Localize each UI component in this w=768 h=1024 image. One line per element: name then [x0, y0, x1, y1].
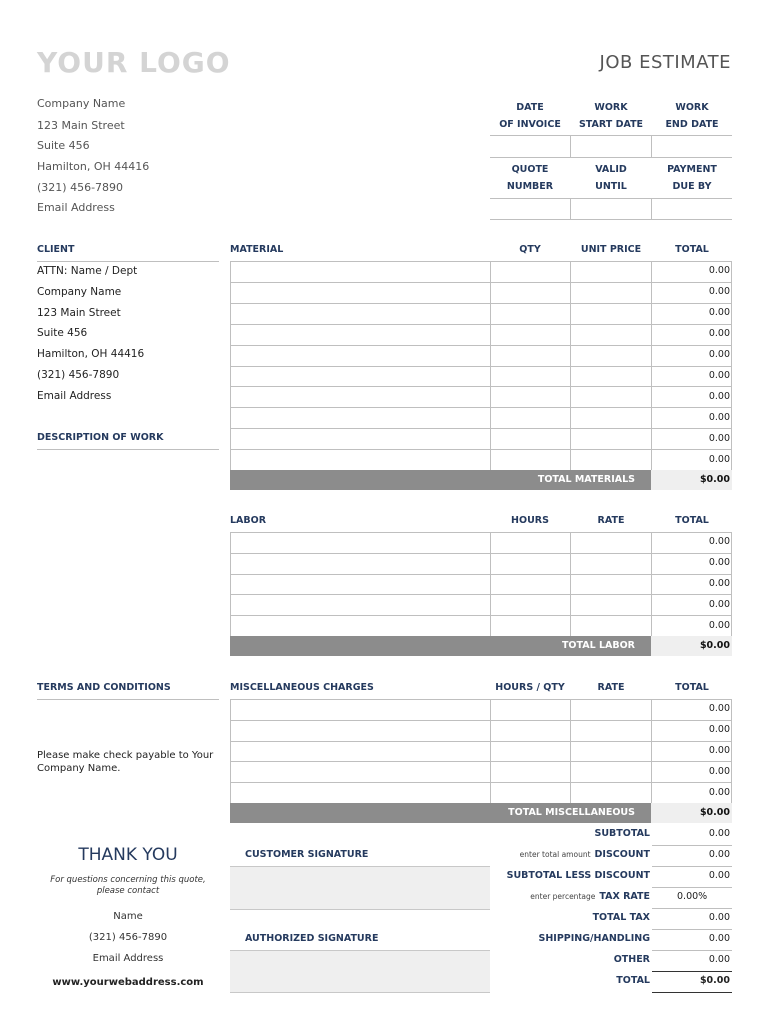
description-of-work-field[interactable]: [37, 452, 219, 672]
column-divider: [731, 261, 732, 470]
column-divider: [490, 532, 491, 636]
website-link[interactable]: www.yourwebaddress.com: [52, 977, 204, 988]
row-total-value: 0.00: [708, 557, 730, 569]
labor-total-header: TOTAL: [675, 515, 709, 526]
summary-hint: enter percentage: [530, 892, 596, 901]
company-street: 123 Main Street: [37, 119, 125, 132]
summary-hint: enter total amount: [519, 850, 591, 859]
row-total-value: 0.00: [708, 724, 730, 736]
summary-label-text: SUBTOTAL LESS DISCOUNT: [506, 870, 650, 881]
row-total-value: 0.00: [708, 578, 730, 589]
customer-signature-label: CUSTOMER SIGNATURE: [245, 849, 369, 860]
row-total-value: 0.00: [708, 619, 730, 631]
summary-value: 0.00: [708, 912, 730, 923]
quote-number-field[interactable]: [490, 199, 570, 219]
rate-header: RATE: [597, 515, 625, 526]
row-total-value: 0.00: [708, 390, 730, 402]
labor-header: LABOR: [230, 515, 267, 526]
contact-phone: (321) 456-7890: [88, 932, 168, 943]
valid-until-header: VALID UNTIL: [595, 164, 627, 192]
work-start-date-field[interactable]: [571, 136, 651, 157]
column-divider: [570, 261, 571, 470]
work-end-date-header: WORK END DATE: [665, 102, 719, 130]
contact-note: For questions concerning this quote, please contact: [50, 875, 206, 896]
row-total-value: 0.00: [708, 786, 730, 798]
row-total-value: 0.00: [708, 286, 730, 298]
client-attn: ATTN: Name / Dept: [37, 265, 138, 277]
summary-label-text: SUBTOTAL: [594, 828, 650, 839]
valid-until-field[interactable]: [571, 199, 651, 219]
column-divider: [651, 699, 652, 803]
row-total-value: 0.00: [708, 765, 730, 777]
row-total-value: 0.00: [708, 536, 730, 548]
column-divider: [230, 699, 231, 803]
row-total-value: 0.00: [708, 703, 730, 715]
grand-total-value: $0.00: [699, 975, 730, 986]
summary-label: [460, 849, 650, 860]
payment-due-header: PAYMENT DUE BY: [667, 164, 717, 192]
summary-label-text: OTHER: [613, 954, 650, 965]
misc-table: [230, 699, 732, 803]
qty-header: QTY: [519, 244, 541, 255]
misc-total-header: TOTAL: [675, 682, 709, 693]
terms-label: TERMS AND CONDITIONS: [37, 682, 171, 693]
row-total-value: 0.00: [708, 328, 730, 340]
company-phone: (321) 456-7890: [37, 181, 124, 194]
row-total-value: 0.00: [708, 453, 730, 465]
total-labor-value: $0.00: [651, 636, 732, 656]
summary-label: [460, 912, 650, 923]
authorized-signature-field[interactable]: [230, 950, 490, 993]
summary-divider: [652, 929, 732, 930]
row-total-value: 0.00: [708, 265, 730, 277]
unit-price-header: UNIT PRICE: [580, 244, 642, 255]
material-header: MATERIAL: [230, 244, 284, 255]
total-materials-value: $0.00: [651, 470, 732, 490]
terms-text: Please make check payable to Your Company Name.: [37, 750, 214, 774]
thank-you-heading: THANK YOU: [78, 845, 178, 865]
summary-value: 0.00: [708, 870, 730, 881]
materials-table: [230, 261, 732, 470]
summary-label-text: TOTAL: [616, 975, 650, 986]
summary-label: [460, 933, 650, 944]
column-divider: [570, 699, 571, 803]
summary-value: 0.00: [708, 828, 730, 839]
summary-value[interactable]: 0.00: [708, 849, 730, 860]
contact-name: Name: [113, 911, 143, 922]
client-street: 123 Main Street: [37, 307, 121, 319]
row-total-value: 0.00: [708, 411, 730, 423]
work-start-date-header: WORK START DATE: [578, 102, 644, 130]
summary-label-text: DISCOUNT: [594, 849, 650, 860]
customer-signature-field[interactable]: [230, 866, 490, 910]
summary-label-text: TOTAL TAX: [592, 912, 650, 923]
client-city: Hamilton, OH 44416: [37, 348, 145, 360]
payment-due-field[interactable]: [652, 199, 732, 219]
misc-rate-header: RATE: [597, 682, 625, 693]
summary-divider: [652, 908, 732, 909]
company-suite: Suite 456: [37, 139, 90, 152]
summary-label-text: TAX RATE: [599, 891, 650, 902]
summary-block: [460, 824, 732, 992]
row-total-value: 0.00: [708, 432, 730, 444]
company-email: Email Address: [37, 201, 115, 214]
hours-qty-header: HOURS / QTY: [495, 682, 565, 693]
misc-charges-header: MISCELLANEOUS CHARGES: [230, 682, 374, 693]
authorized-signature-label: AUTHORIZED SIGNATURE: [245, 933, 379, 944]
summary-value: 0.00: [708, 933, 730, 944]
description-of-work-label: DESCRIPTION OF WORK: [37, 432, 164, 443]
column-divider: [651, 532, 652, 636]
column-divider: [731, 532, 732, 636]
date-of-invoice-field[interactable]: [490, 136, 570, 157]
row-total-value: 0.00: [708, 598, 730, 610]
column-divider: [490, 261, 491, 470]
total-materials-label: TOTAL MATERIALS: [230, 470, 651, 490]
quote-number-header: QUOTE NUMBER: [506, 164, 554, 192]
column-divider: [731, 699, 732, 803]
document-title: JOB ESTIMATE: [599, 52, 731, 73]
row-total-value: 0.00: [708, 307, 730, 319]
labor-table: [230, 532, 732, 636]
company-city: Hamilton, OH 44416: [37, 160, 150, 173]
summary-label-text: SHIPPING/HANDLING: [538, 933, 650, 944]
contact-email: Email Address: [92, 953, 164, 964]
summary-value[interactable]: 0.00%: [677, 891, 708, 902]
total-misc-label: TOTAL MISCELLANEOUS: [230, 803, 651, 823]
column-divider: [651, 261, 652, 470]
company-name: Company Name: [37, 97, 126, 110]
summary-divider: [652, 992, 732, 993]
client-email: Email Address: [37, 390, 112, 402]
summary-value: 0.00: [708, 954, 730, 965]
column-divider: [490, 699, 491, 803]
date-of-invoice-header: DATE OF INVOICE: [499, 102, 561, 130]
summary-divider: [652, 950, 732, 951]
column-divider: [230, 532, 231, 636]
row-total-value: 0.00: [708, 349, 730, 361]
client-suite: Suite 456: [37, 327, 88, 339]
summary-divider: [652, 845, 732, 846]
client-phone: (321) 456-7890: [37, 369, 120, 381]
total-labor-label: TOTAL LABOR: [230, 636, 651, 656]
column-divider: [230, 261, 231, 470]
summary-label: [460, 828, 650, 839]
hours-header: HOURS: [511, 515, 549, 526]
column-divider: [570, 532, 571, 636]
summary-divider: [652, 866, 732, 867]
grand-total-divider: [652, 971, 732, 972]
logo-placeholder: YOUR LOGO: [37, 46, 231, 79]
client-label: CLIENT: [37, 244, 75, 255]
total-misc-value: $0.00: [651, 803, 732, 823]
total-header: TOTAL: [675, 244, 709, 255]
row-total-value: 0.00: [708, 369, 730, 381]
client-company: Company Name: [37, 286, 122, 298]
row-total-value: 0.00: [708, 745, 730, 756]
work-end-date-field[interactable]: [652, 136, 732, 157]
summary-divider: [652, 887, 732, 888]
